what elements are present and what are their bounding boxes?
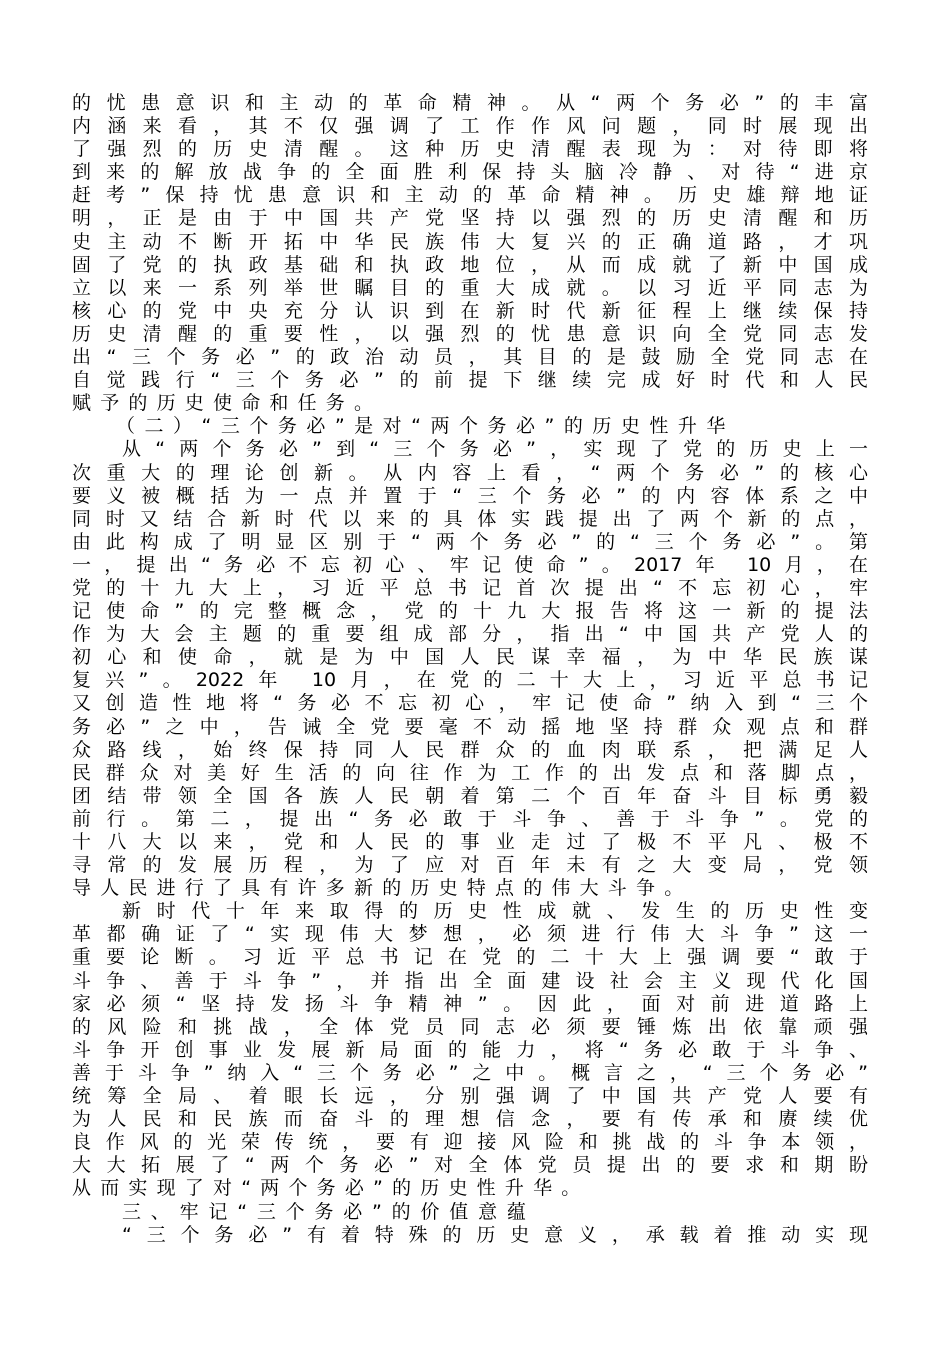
text-line: 史主动不断开拓中华民族伟大复兴的正确道路，才巩 <box>72 230 868 253</box>
text-line: 一，提出“务必不忘初心、牢记使命”。2017年 10月，在 <box>72 553 868 576</box>
section-heading: （二）“三个务必”是对“两个务必”的历史性升华 <box>116 415 735 438</box>
text-line: 明，正是由于中国共产党坚持以强烈的历史清醒和历 <box>72 207 868 230</box>
text-line: 革都确证了“实现伟大梦想，必须进行伟大斗争”这一 <box>72 923 868 946</box>
text-line: 的风险和挑战，全体党员同志必须要锤炼出依靠顽强 <box>72 1015 868 1038</box>
document-page <box>72 92 868 1247</box>
text-line: 导人民进行了具有许多新的历史特点的伟大斗争。 <box>72 877 693 900</box>
text-line: 民群众对美好生活的向往作为工作的出发点和落脚点， <box>72 761 868 784</box>
text-line: 固了党的执政基础和执政地位，从而成就了新中国成 <box>72 253 868 276</box>
text-line: 内涵来看，其不仅强调了工作作风问题，同时展现出 <box>72 115 868 138</box>
text-line: 核心的党中央充分认识到在新时代新征程上继续保持 <box>72 299 868 322</box>
text-line: 从而实现了对“两个务必”的历史性升华。 <box>72 1177 590 1200</box>
text-line: 统筹全局、着眼长远，分别强调了中国共产党人要有 <box>72 1085 868 1108</box>
text-line: 了强烈的历史清醒。这种历史清醒表现为：对待即将 <box>72 138 868 161</box>
text-line: 前行。第二，提出“务必敢于斗争、善于斗争”。党的 <box>72 807 868 830</box>
paragraph-first-line: “三个务必”有着特殊的历史意义，承载着推动实现 <box>122 1223 868 1246</box>
text-line: 团结带领全国各族人民朝着第二个百年奋斗目标勇毅 <box>72 784 868 807</box>
text-line: 由此构成了明显区别于“两个务必”的“三个务必”。第 <box>72 530 868 553</box>
text-line: 记使命”的完整概念，党的十九大报告将这一新的提法 <box>72 600 868 623</box>
text-line: 斗争开创事业发展新局面的能力，将“务必敢于斗争、 <box>72 1038 868 1061</box>
text-line: 家必须“坚持发扬斗争精神”。因此，面对前进道路上 <box>72 992 868 1015</box>
text-line: 次重大的理论创新。从内容上看，“两个务必”的核心 <box>72 461 868 484</box>
text-line: 立以来一系列举世瞩目的重大成就。以习近平同志为 <box>72 276 868 299</box>
text-line: 善于斗争”纳入“三个务必”之中。概言之，“三个务必” <box>72 1061 868 1084</box>
text-line: 出“三个务必”的政治动员，其目的是鼓励全党同志在 <box>72 346 868 369</box>
text-line: 同时又结合新时代以来的具体实践提出了两个新的点， <box>72 507 868 530</box>
text-line: 的忧患意识和主动的革命精神。从“两个务必”的丰富 <box>72 92 868 114</box>
text-line: 到来的解放战争的全面胜利保持头脑冷静、对待“进京 <box>72 161 868 184</box>
paragraph-first-line: 从“两个务必”到“三个务必”，实现了党的历史上一 <box>122 438 868 461</box>
text-line: 初心和使命，就是为中国人民谋幸福，为中华民族谋 <box>72 646 868 669</box>
text-line: 众路线，始终保持同人民群众的血肉联系，把满足人 <box>72 738 868 761</box>
text-line: 要义被概括为一点并置于“三个务必”的内容体系之中 <box>72 484 868 507</box>
text-line: 大大拓展了“两个务必”对全体党员提出的要求和期盼 <box>72 1154 868 1177</box>
text-line: 为人民和民族而奋斗的理想信念，要有传承和赓续优 <box>72 1108 868 1131</box>
section-heading: 三、牢记“三个务必”的价值意蕴 <box>122 1200 536 1223</box>
text-line: 作为大会主题的重要组成部分，指出“中国共产党人的 <box>72 623 868 646</box>
text-line: 历史清醒的重要性，以强烈的忧患意识向全党同志发 <box>72 322 868 345</box>
text-line: 赋予的历史使命和任务。 <box>72 392 383 415</box>
text-line: 又创造性地将“务必不忘初心，牢记使命”纳入到“三个 <box>72 692 868 715</box>
text-line: 务必”之中，告诫全党要毫不动摇地坚持群众观点和群 <box>72 715 868 738</box>
paragraph-first-line: 新时代十年来取得的历史性成就、发生的历史性变 <box>122 900 868 923</box>
text-line: 寻常的发展历程，为了应对百年未有之大变局，党领 <box>72 854 868 877</box>
text-line: 赶考”保持忧患意识和主动的革命精神。历史雄辩地证 <box>72 184 868 207</box>
text-line: 党的十九大上，习近平总书记首次提出“不忘初心，牢 <box>72 576 868 599</box>
text-line: 十八大以来，党和人民的事业走过了极不平凡、极不 <box>72 831 868 853</box>
text-line: 自觉践行“三个务必”的前提下继续完成好时代和人民 <box>72 369 868 392</box>
text-line: 重要论断。习近平总书记在党的二十大上强调要“敢于 <box>72 946 868 969</box>
text-line: 复兴”。2022年 10月，在党的二十大上，习近平总书记 <box>72 669 868 692</box>
text-line: 良作风的光荣传统，要有迎接风险和挑战的斗争本领， <box>72 1131 868 1154</box>
text-line: 斗争、善于斗争”，并指出全面建设社会主义现代化国 <box>72 969 868 992</box>
